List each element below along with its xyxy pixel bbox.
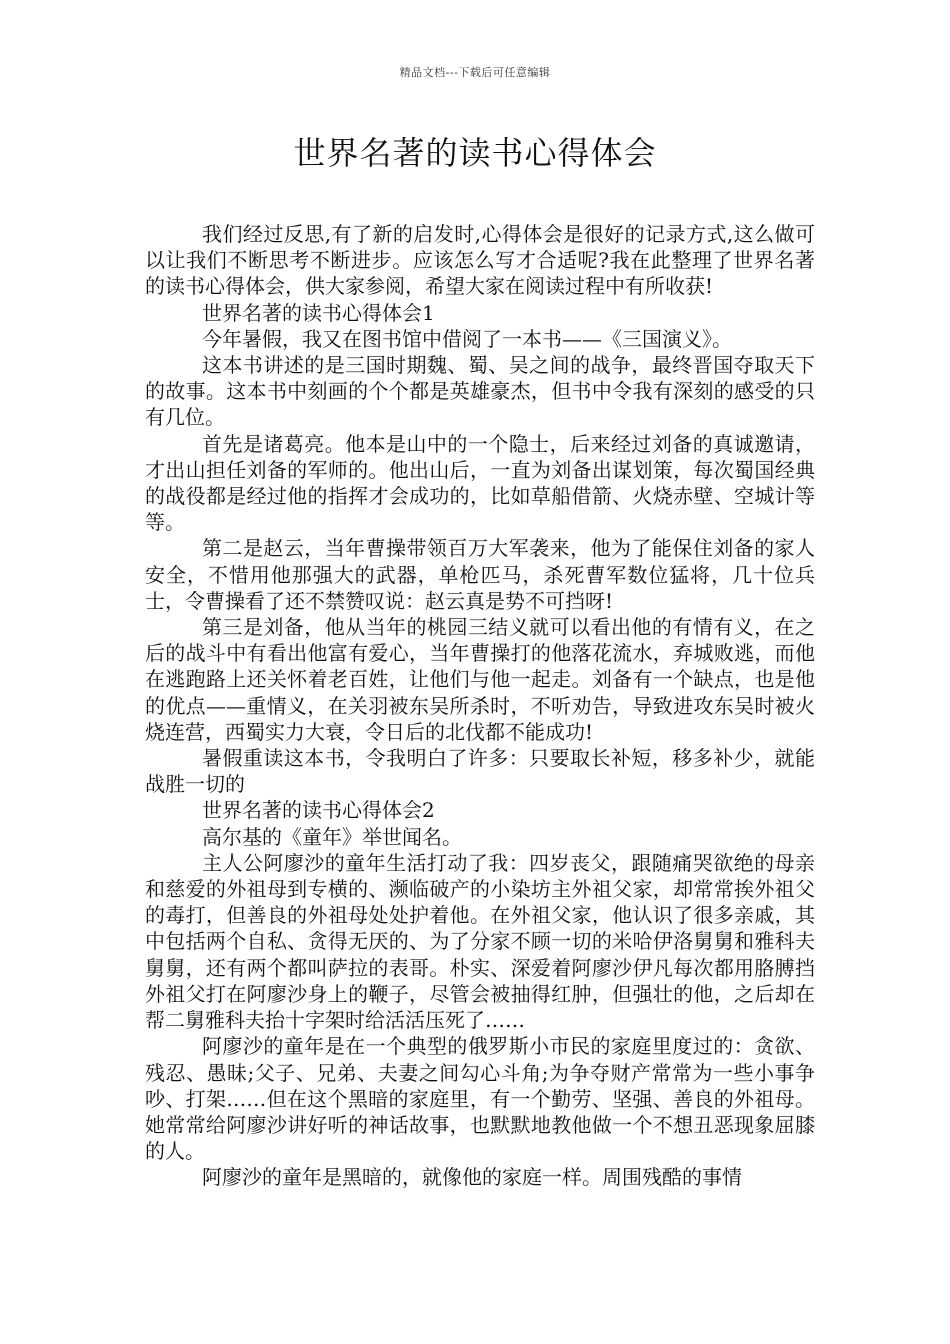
paragraph: 第三是刘备，他从当年的桃园三结义就可以看出他的有情有义，在之后的战斗中有看出他富有爱心，当年曹操打的他落花流水，弃城败逃，而他在逃跑路上还关怀着老百姓，让他们与他一起走。刘备有一个缺点，也是他的优点——重情义，在关羽被东吴所杀时，不听劝告，导致进攻东吴时被火烧连营，西蜀实力大衰，令日后的北伐都不能成功! bbox=[145, 615, 815, 744]
paragraph: 主人公阿廖沙的童年生活打动了我：四岁丧父，跟随痛哭欲绝的母亲和慈爱的外祖母到专横的、濒临破产的小染坊主外祖父家，却常常挨外祖父的毒打，但善良的外祖母处处护着他。在外祖父家，他认识了很多亲戚，其中包括两个自私、贪得无厌的、为了分家不顾一切的米哈伊洛舅舅和雅科夫舅舅，还有两个都叫萨拉的表哥。朴实、深爱着阿廖沙伊凡每次都用胳膊挡外祖父打在阿廖沙身上的鞭子，尽管会被抽得红肿，但强壮的他，之后却在帮二舅雅科夫抬十字架时给活活压死了…… bbox=[145, 850, 815, 1033]
paragraph: 这本书讲述的是三国时期魏、蜀、吴之间的战争，最终晋国夺取天下的故事。这本书中刻画的个个都是英雄豪杰，但书中令我有深刻的感受的只有几位。 bbox=[145, 353, 815, 430]
document-title: 世界名著的读书心得体会 bbox=[293, 134, 657, 172]
page-header: 精品文档---下载后可任意编辑 bbox=[399, 66, 551, 79]
document-body bbox=[145, 221, 815, 1191]
paragraph: 暑假重读这本书，令我明白了许多：只要取长补短，移多补少，就能战胜一切的 bbox=[145, 746, 815, 797]
paragraph: 首先是诸葛亮。他本是山中的一个隐士，后来经过刘备的真诚邀请，才出山担任刘备的军师的。他出山后，一直为刘备出谋划策，每次蜀国经典的战役都是经过他的指挥才会成功的，比如草船借箭、火烧赤壁、空城计等等。 bbox=[145, 431, 815, 535]
paragraph: 阿廖沙的童年是在一个典型的俄罗斯小市民的家庭里度过的：贪欲、残忍、愚昧;父子、兄弟、夫妻之间勾心斗角;为争夺财产常常为一些小事争吵、打架……但在这个黑暗的家庭里，有一个勤劳、坚强、善良的外祖母。她常常给阿廖沙讲好听的神话故事，也默默地教他做一个不想丑恶现象屈膝的人。 bbox=[145, 1034, 815, 1164]
paragraph: 我们经过反思,有了新的启发时,心得体会是很好的记录方式,这么做可以让我们不断思考不断进步。应该怎么写才合适呢?我在此整理了世界名著的读书心得体会，供大家参阅，希望大家在阅读过程中有所收获! bbox=[145, 222, 815, 299]
section-heading: 世界名著的读书心得体会1 bbox=[202, 300, 435, 325]
paragraph: 阿廖沙的童年是黑暗的，就像他的家庭一样。周围残酷的事情 bbox=[202, 1165, 742, 1190]
paragraph: 高尔基的《童年》举世闻名。 bbox=[202, 824, 462, 849]
paragraph: 今年暑假，我又在图书馆中借阅了一本书——《三国演义》。 bbox=[202, 326, 732, 351]
paragraph: 第二是赵云，当年曹操带领百万大军袭来，他为了能保住刘备的家人安全，不惜用他那强大的武器，单枪匹马，杀死曹军数位猛将，几十位兵士，令曹操看了还不禁赞叹说：赵云真是势不可挡呀! bbox=[145, 536, 815, 613]
section-heading: 世界名著的读书心得体会2 bbox=[202, 798, 435, 823]
